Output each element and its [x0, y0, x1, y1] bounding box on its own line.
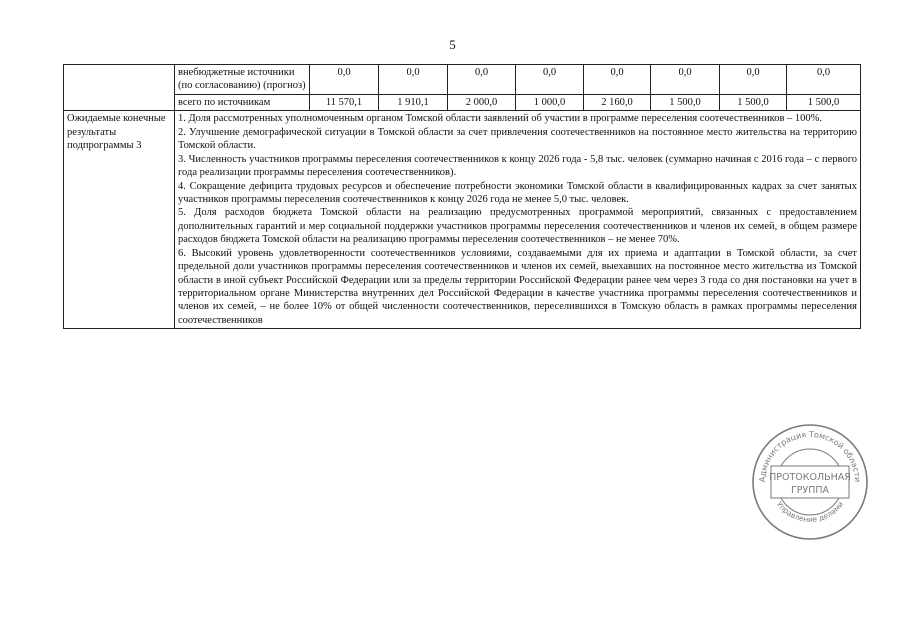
official-stamp: [750, 422, 870, 542]
value-cell: 0,0: [448, 65, 516, 95]
value-cell: 1 500,0: [720, 94, 787, 110]
value-cell: 1 910,1: [379, 94, 448, 110]
result-item: 6. Высокий уровень удовлетворенности соотечественников условиями, создаваемыми для их приема и адаптации в Томской области, за счет предельной доли участников программы переселения соотечественников и членов их семей, выехавших на постоянное место жительства из Томской области в иной субъект Российской Федерации или за пределы территории Российской Федерации ранее чем через 3 года со дня постановки на учет в территориальном органе Министерства внутренних дел Российской Федерации в качестве участника программы переселения соотечественников и членов их семей, – не более 10% от общей численности соотечественников, переселившихся в Томскую область в рамках программы переселения соотечественников: [178, 247, 857, 326]
empty-cell: [64, 65, 175, 111]
value-cell: 1 500,0: [787, 94, 861, 110]
stamp-outer-text: Администрация Томской области: [757, 429, 863, 483]
table-row-offbudget: [64, 65, 861, 95]
result-item: 3. Численность участников программы переселения соотечественников к концу 2026 года - 5,8 тыс. человек (суммарно начиная с 2016 года – с первого года реализации программы переселения соотечественников).: [178, 153, 857, 179]
value-cell: 1 000,0: [516, 94, 584, 110]
result-item: 5. Доля расходов бюджета Томской области на реализацию предусмотренных программой мероприятий, связанных с предоставлением дополнительных гарантий и мер социальной поддержки участников программы переселения соотечественников и членов их семей, в общем размере расходов бюджета Томской области на реализацию программы переселения соотечественников – не менее 70%.: [178, 207, 857, 246]
value-cell: 0,0: [379, 65, 448, 95]
value-cell: 0,0: [310, 65, 379, 95]
page-number: 5: [449, 37, 456, 52]
result-item: 1. Доля рассмотренных уполномоченным органом Томской области заявлений об участии в программе переселения соотечественников – 100%.: [178, 113, 823, 125]
table-row-results: [64, 111, 861, 329]
row-label-total: всего по источникам: [175, 94, 310, 110]
value-cell: 0,0: [651, 65, 720, 95]
value-cell: 0,0: [720, 65, 787, 95]
value-cell: 2 160,0: [584, 94, 651, 110]
row-label-offbudget: внебюджетные источники (по согласованию) (прогноз): [175, 65, 310, 95]
results-title: Ожидаемые конечные результаты подпрограммы 3: [64, 111, 175, 329]
results-list: [175, 111, 861, 329]
value-cell: 1 500,0: [651, 94, 720, 110]
value-cell: 2 000,0: [448, 94, 516, 110]
table-row-total: [64, 94, 861, 110]
stamp-center-line1: ПРОТОКОЛЬНАЯ: [769, 472, 851, 483]
value-cell: 11 570,1: [310, 94, 379, 110]
result-item: 4. Сокращение дефицита трудовых ресурсов и обеспечение потребности экономики Томской области в квалифицированных кадрах за счет занятых участников программы переселения соотечественников к концу 2026 года не менее 5,0 тыс. человек.: [178, 180, 857, 205]
stamp-center-line2: ГРУППА: [790, 485, 830, 496]
result-item: 2. Улучшение демографической ситуации в Томской области за счет привлечения соотечественников на постоянное место жительства на территорию Томской области.: [178, 126, 857, 152]
value-cell: 0,0: [787, 65, 861, 95]
program-table: [63, 64, 861, 329]
value-cell: 0,0: [516, 65, 584, 95]
stamp-bottom-text: Управление делами: [774, 499, 846, 525]
value-cell: 0,0: [584, 65, 651, 95]
